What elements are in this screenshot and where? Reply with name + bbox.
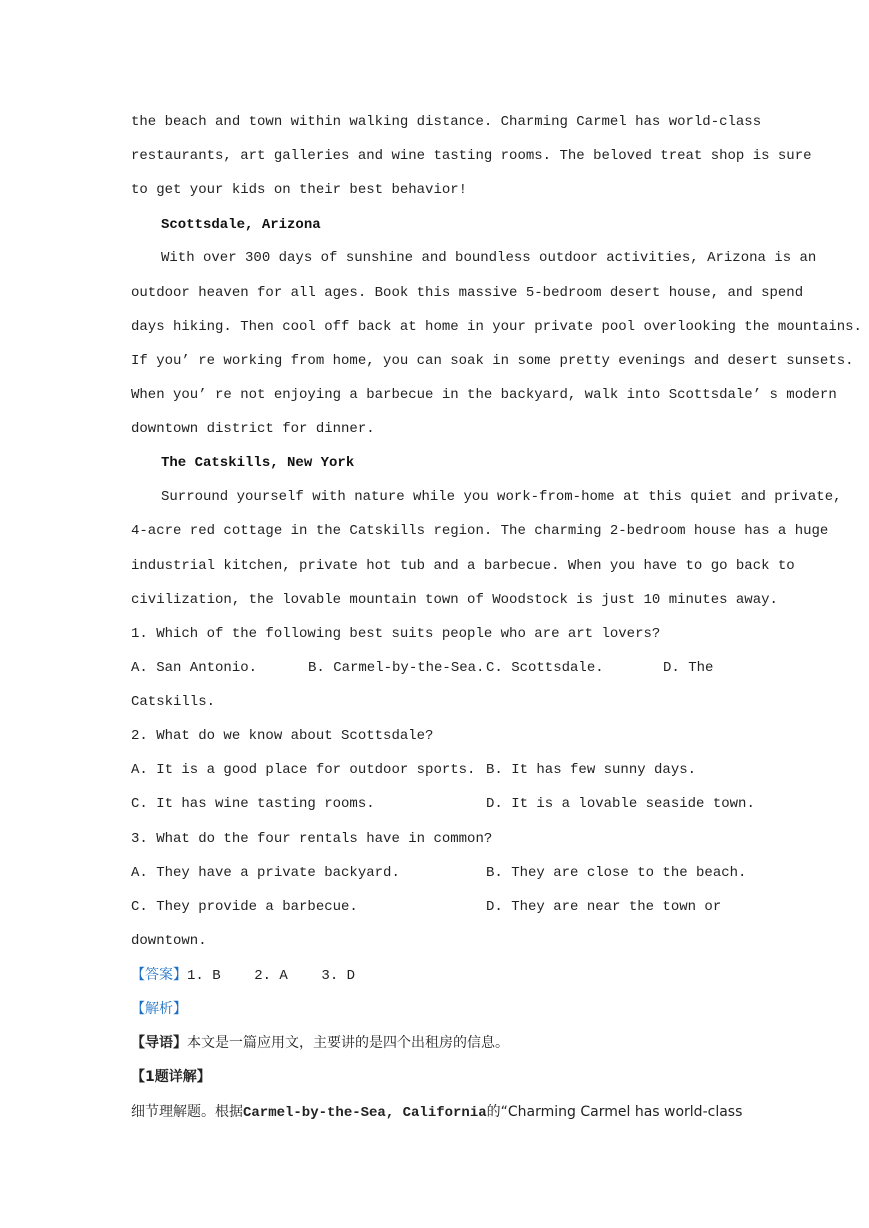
question-2-options-row2 bbox=[131, 794, 755, 814]
answer-label: 【答案】 bbox=[131, 967, 187, 983]
passage-line: With over 300 days of sunshine and boundless outdoor activities, Arizona is an bbox=[161, 250, 817, 266]
detail-1-label: 【1题详解】 bbox=[131, 1069, 211, 1085]
section-heading-scottsdale: Scottsdale, Arizona bbox=[161, 217, 321, 233]
question-3-options-row2 bbox=[131, 897, 737, 917]
option-a: A. San Antonio. bbox=[131, 660, 258, 676]
option-d-continued: downtown. bbox=[131, 933, 207, 949]
intro-line bbox=[131, 1033, 737, 1053]
detail-1-pre: 细节理解题。根据 bbox=[131, 1104, 243, 1120]
passage-line: industrial kitchen, private hot tub and a barbecue. When you have to go back to bbox=[131, 558, 795, 574]
option-b: B. They are close to the beach. bbox=[486, 865, 747, 881]
passage-line: restaurants, art galleries and wine tasting rooms. The beloved treat shop is sure bbox=[131, 148, 812, 164]
option-c: C. Scottsdale. bbox=[486, 660, 604, 676]
option-c: C. They provide a barbecue. bbox=[131, 899, 358, 915]
passage-line: civilization, the lovable mountain town of Woodstock is just 10 minutes away. bbox=[131, 592, 778, 608]
option-c: C. It has wine tasting rooms. bbox=[131, 796, 375, 812]
passage-line: to get your kids on their best behavior! bbox=[131, 182, 468, 198]
analysis-label: 【解析】 bbox=[131, 1001, 187, 1017]
answer-text: 1. B 2. A 3. D bbox=[187, 968, 356, 984]
option-d: D. The bbox=[663, 660, 714, 676]
passage-line: If you’ re working from home, you can soak in some pretty evenings and desert sunsets. bbox=[131, 353, 854, 369]
option-d: D. They are near the town or bbox=[486, 899, 722, 915]
question-3-stem: 3. What do the four rentals have in common? bbox=[131, 831, 493, 847]
intro-label: 【导语】 bbox=[131, 1035, 187, 1051]
option-d-continued: Catskills. bbox=[131, 694, 216, 710]
passage-line: days hiking. Then cool off back at home in your private pool overlooking the mountains. bbox=[131, 319, 862, 335]
question-2-stem: 2. What do we know about Scottsdale? bbox=[131, 728, 434, 744]
passage-line: Surround yourself with nature while you work-from-home at this quiet and private, bbox=[161, 489, 842, 505]
option-b: B. Carmel-by-the-Sea. bbox=[308, 660, 485, 676]
passage-line: downtown district for dinner. bbox=[131, 421, 375, 437]
detail-1-post: 的“Charming Carmel has world-class bbox=[486, 1104, 743, 1120]
option-b: B. It has few sunny days. bbox=[486, 762, 697, 778]
passage-line: When you’ re not enjoying a barbecue in the backyard, walk into Scottsdale’ s modern bbox=[131, 387, 837, 403]
passage-line: the beach and town within walking distance. Charming Carmel has world-class bbox=[131, 114, 762, 130]
intro-text: 本文是一篇应用文，主要讲的是四个出租房的信息。 bbox=[187, 1035, 509, 1051]
passage-line: outdoor heaven for all ages. Book this massive 5-bedroom desert house, and spend bbox=[131, 285, 804, 301]
option-a: A. They have a private backyard. bbox=[131, 865, 400, 881]
section-heading-catskills: The Catskills, New York bbox=[161, 455, 355, 471]
option-a: A. It is a good place for outdoor sports. bbox=[131, 762, 476, 778]
detail-1-bold: Carmel-by-the-Sea, California bbox=[243, 1105, 487, 1121]
answer-line bbox=[131, 965, 737, 985]
option-d: D. It is a lovable seaside town. bbox=[486, 796, 755, 812]
question-1-options bbox=[131, 658, 737, 678]
question-2-options-row1 bbox=[131, 760, 737, 780]
question-3-options-row1 bbox=[131, 863, 747, 883]
passage-line: 4-acre red cottage in the Catskills region. The charming 2-bedroom house has a huge bbox=[131, 523, 829, 539]
detail-1-line bbox=[131, 1102, 743, 1122]
question-1-stem: 1. Which of the following best suits people who are art lovers? bbox=[131, 626, 661, 642]
